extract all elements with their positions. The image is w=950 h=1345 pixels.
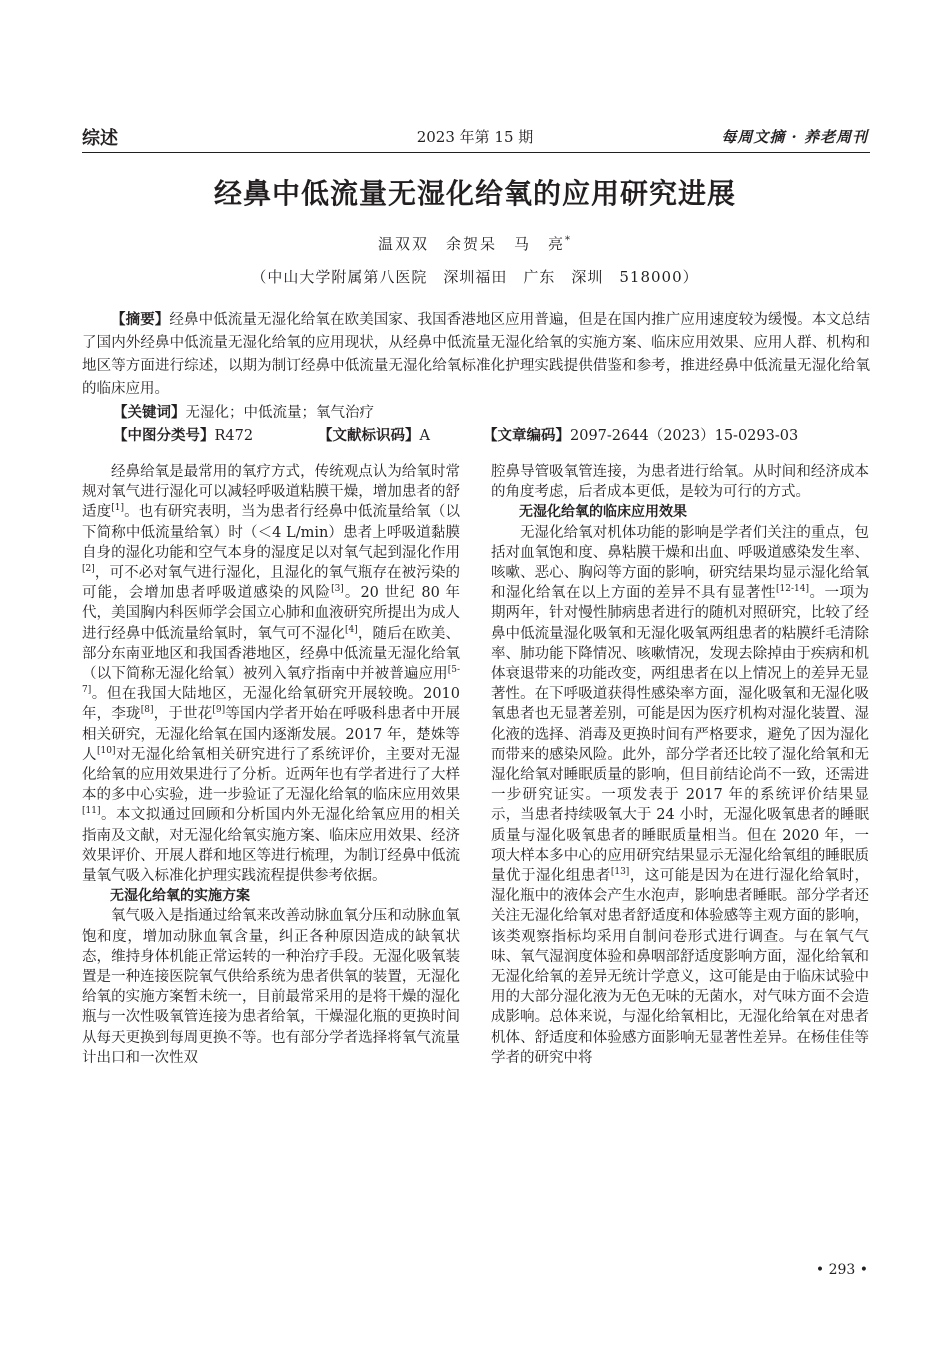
article-title: 经鼻中低流量无湿化给氧的应用研究进展 xyxy=(213,177,736,210)
art-label: 【文章编码】 xyxy=(483,428,570,444)
body-column-right xyxy=(491,462,869,1068)
keywords-text: 无湿化；中低流量；氧气治疗 xyxy=(185,405,374,421)
header-rule xyxy=(82,152,870,153)
journal-name: 每周文摘 · 养老周刊 xyxy=(721,128,868,146)
clc-value: R472 xyxy=(214,428,254,444)
paragraph-clinical: 无湿化给氧对机体功能的影响是学者们关注的重点，包括对血氧饱和度、鼻粘膜干燥和出血、呼吸道感染发生率、咳嗽、恶心、胸闷等方面的影响，研究结果均显示湿化给氧和湿化给氧在以上方面的差异不具有显著性[12-14]。一项为期两年，针对慢性肺病患者进行的随机对照研究，比较了经鼻中低流量湿化吸氧和无湿化吸氧两组患者的粘膜纤毛清除率、肺功能下降情况、咳嗽情况，发现去除掉由于疾病和机体衰退带来的功能改变，两组患者在以上情况上的差异无显著性。在下呼吸道获得性感染率方面，湿化吸氧和无湿化吸氧患者也无显著差别，可能是因为医疗机构对湿化装置、湿化液的选择、消毒及更换时间有严格要求，避免了因为湿化而带来的感染风险。此外，部分学者还比较了湿化给氧和无湿化给氧对睡眠质量的影响，但目前结论尚不一致，还需进一步研究证实。一项发表于 2017 年的系统评价结果显示，当患者持续吸氧大于 24 小时，无湿化吸氧患者的睡眠质量与湿化吸氧患者的睡眠质量相当。但在 2020 年，一项大样本多中心的应用研究结果显示无湿化给氧组的睡眠质量优于湿化组患者[13]，这可能是因为在进行湿化给氧时，湿化瓶中的液体会产生水泡声，影响患者睡眠。部分学者还关注无湿化给氧对患者舒适度和体验感等主观方面的影响，该类观察指标均采用自制问卷形式进行调查。与在氧气气味、氧气湿润度体验和鼻咽部舒适度影响方面，湿化给氧和无湿化给氧的差异无统计学意义，这可能是由于临床试验中用的大部分湿化液为无色无味的无菌水，对气味方面不会造成影响。总体来说，与湿化给氧相比，无湿化给氧在对患者机体、舒适度和体验感方面影响无显著性差异。在杨佳佳等学者的研究中将 xyxy=(491,524,870,1066)
section-heading-clinical: 无湿化给氧的临床应用效果 xyxy=(519,504,687,521)
paragraph-continued: 腔鼻导管吸氧管连接，为患者进行给氧。从时间和经济成本的角度考虑，后者成本更低，是较为可行的方式。 xyxy=(491,464,869,501)
article-number xyxy=(483,425,798,448)
page-number: • 293 • xyxy=(815,1262,868,1278)
citation: [12-14] xyxy=(776,584,809,595)
citation: [10] xyxy=(96,746,116,757)
affiliation: （中山大学附属第八医院 深圳福田 广东 深圳 518000） xyxy=(251,268,699,286)
body-column-left xyxy=(82,462,460,1068)
section-label: 综述 xyxy=(82,128,118,149)
citation: [4] xyxy=(344,624,358,635)
clc-label: 【中图分类号】 xyxy=(113,428,215,444)
section-heading-implementation: 无湿化给氧的实施方案 xyxy=(110,888,250,905)
doc-value: A xyxy=(419,428,430,444)
document-code xyxy=(318,425,430,448)
issue-label: 2023 年第 15 期 xyxy=(416,128,534,146)
abstract xyxy=(82,309,870,401)
citation: [9] xyxy=(212,705,226,716)
paragraph-intro: 经鼻给氧是最常用的氧疗方式，传统观点认为给氧时常规对氧气进行湿化可以减轻呼吸道粘膜干燥，增加患者的舒适度[1]。也有研究表明，当为患者行经鼻中低流量给氧（以下简称中低流量给氧）时（＜4 L/min）患者上呼吸道黏膜自身的湿化功能和空气本身的湿度足以对氧气起到湿化作用[2]，可不必对氧气进行湿化，且湿化的氧气瓶存在被污染的可能，会增加患者呼吸道感染的风险[3]。20 世纪 80 年代，美国胸内科医师学会国立心肺和血液研究所提出为成人进行经鼻中低流量给氧时，氧气可不湿化[4]，随后在欧美、部分东南亚地区和我国香港地区，经鼻中低流量无湿化给氧（以下简称无湿化给氧）被列入氧疗指南中并被普遍应用[5-7]。但在我国大陆地区，无湿化给氧研究开展较晚。2010 年，李珑[8]，于世花[9]等国内学者开始在呼吸科患者中开展相关研究，无湿化给氧在国内逐渐发展。2017 年，楚姝等人[10]对无湿化给氧相关研究进行了系统评价，主要对无湿化给氧的应用效果进行了分析。近两年也有学者进行了大样本的多中心实验，进一步验证了无湿化给氧的临床应用效果[11]。本文拟通过回顾和分析国内外无湿化给氧应用的相关指南及文献，对无湿化给氧实施方案、临床应用效果、经济效果评价、开展人群和地区等进行梳理，为制订经鼻中低流量氧气吸入标准化护理实践流程提供参考依据。 xyxy=(82,464,461,885)
citation: [1] xyxy=(111,503,124,514)
abstract-text: 经鼻中低流量无湿化给氧在欧美国家、我国香港地区应用普遍，但是在国内推广应用速度较为缓慢。本文总结了国内外经鼻中低流量无湿化给氧的应用现状，从经鼻中低流量无湿化给氧的实施方案、临床应用效果、应用人群、机构和地区等方面进行综述，以期为制订经鼻中低流量无湿化给氧标准化护理实践提供借鉴和参考，推进经鼻中低流量无湿化给氧的临床应用。 xyxy=(82,312,871,397)
keywords-label: 【关键词】 xyxy=(113,405,186,421)
citation: [3] xyxy=(331,584,344,595)
citation: [11] xyxy=(82,806,101,817)
author-line xyxy=(0,233,950,254)
citation: [5-7] xyxy=(82,665,460,696)
abstract-label: 【摘要】 xyxy=(111,312,170,328)
doc-label: 【文献标识码】 xyxy=(318,428,420,444)
keywords xyxy=(113,402,374,425)
citation: [13] xyxy=(610,867,630,878)
citation: [8] xyxy=(140,705,154,716)
art-value: 2097-2644（2023）15-0293-03 xyxy=(570,428,799,444)
citation: [2] xyxy=(82,564,95,575)
author-names: 温双双 余贺呆 马 亮 xyxy=(377,235,565,253)
paragraph-implementation: 氧气吸入是指通过给氧来改善动脉血氧分压和动脉血氧饱和度，增加动脉血氧含量，纠正各种原因造成的缺氧状态，维持身体机能正常运转的一种治疗手段。无湿化吸氧装置是一种连接医院氧气供给系统为患者供氧的装置，无湿化给氧的实施方案暂未统一，目前最常采用的是将干燥的湿化瓶与一次性吸氧管连接为患者给氧，干燥湿化瓶的更换时间从每天更换到每周更换不等。也有部分学者选择将氧气流量计出口和一次性双 xyxy=(82,908,460,1066)
clc-number xyxy=(113,425,253,448)
corresponding-mark: * xyxy=(565,235,572,246)
